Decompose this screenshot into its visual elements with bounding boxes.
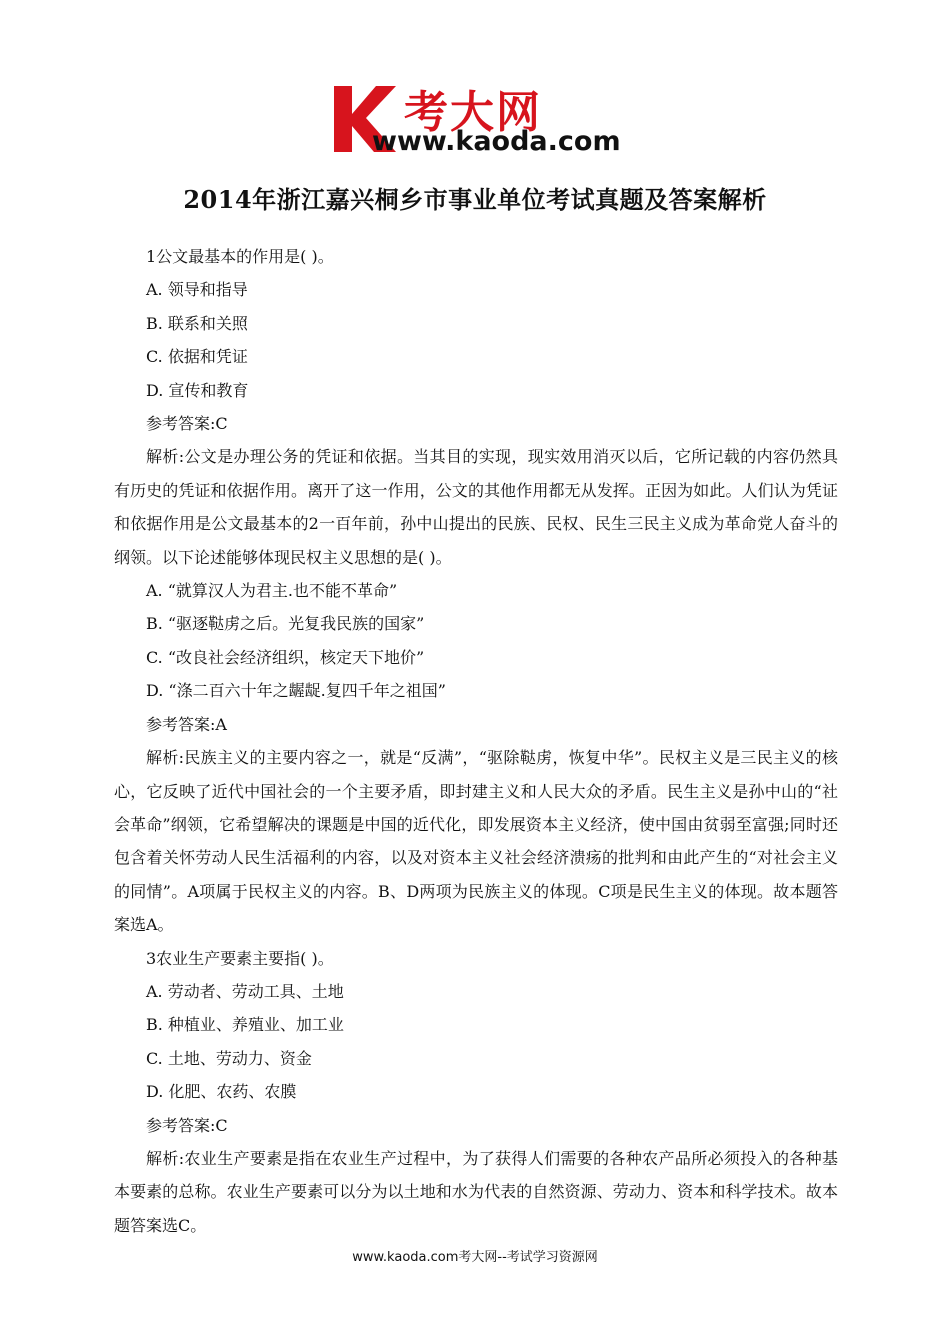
answer: 参考答案:C bbox=[146, 1115, 228, 1135]
option-c: C. 依据和凭证 bbox=[146, 347, 248, 367]
option-d: D. 化肥、农药、农膜 bbox=[146, 1082, 297, 1102]
option-a: A. “就算汉人为君主.也不能不革命” bbox=[146, 581, 398, 601]
option-b: B. “驱逐鞑虏之后。光复我民族的国家” bbox=[146, 614, 425, 634]
kaoda-logo bbox=[330, 80, 660, 160]
analysis: 解析:民族主义的主要内容之一，就是“反满”，“驱除鞑虏，恢复中华”。民权主义是三民主义的核心，它反映了近代中国社会的一个主要矛盾，即封建主义和人民大众的矛盾。民生主义是孙中山的“社会革命”纲领，它希望解决的课题是中国的近代化，即发展资本主义经济，使中国由贫弱至富强;同时还包含着关怀劳动人民生活福利的内容，以及对资本主义社会经济溃疡的批判和由此产生的“对社会主义的同情”。A项属于民权主义的内容。B、D两项为民族主义的体现。C项是民生主义的体现。故本题答案选A。 bbox=[114, 748, 838, 935]
question-3: 3农业生产要素主要指( )。 bbox=[146, 948, 334, 968]
option-a: A. 劳动者、劳动工具、土地 bbox=[146, 981, 344, 1001]
answer: 参考答案:A bbox=[146, 714, 227, 734]
option-b: B. 种植业、养殖业、加工业 bbox=[146, 1015, 344, 1035]
logo-chinese-text: 考大网 bbox=[404, 87, 542, 138]
option-a: A. 领导和指导 bbox=[146, 280, 248, 300]
page-title: 2014年浙江嘉兴桐乡市事业单位考试真题及答案解析 bbox=[183, 185, 767, 214]
document-body bbox=[114, 240, 838, 1242]
page-footer: www.kaoda.com考大网--考试学习资源网 bbox=[352, 1250, 598, 1265]
option-c: C. “改良社会经济组织，核定天下地价” bbox=[146, 647, 425, 667]
option-d: D. “涤二百六十年之龌龊.复四千年之祖国” bbox=[146, 681, 446, 701]
analysis: 解析:农业生产要素是指在农业生产过程中，为了获得人们需要的各种农产品所必须投入的各种基本要素的总称。农业生产要素可以分为以土地和水为代表的自然资源、劳动力、资本和科学技术。故本题答案选C。 bbox=[114, 1148, 838, 1235]
answer: 参考答案:C bbox=[146, 414, 228, 434]
question-1: 1公文最基本的作用是( )。 bbox=[146, 247, 334, 266]
logo-url-text: www.kaoda.com bbox=[372, 126, 621, 157]
option-c: C. 土地、劳动力、资金 bbox=[146, 1048, 312, 1068]
option-b: B. 联系和关照 bbox=[146, 313, 248, 333]
option-d: D. 宣传和教育 bbox=[146, 380, 249, 400]
analysis: 解析:公文是办理公务的凭证和依据。当其目的实现，现实效用消灭以后，它所记载的内容仍然具有历史的凭证和依据作用。离开了这一作用，公文的其他作用都无从发挥。正因为如此。人们认为凭证和依据作用是公文最基本的2一百年前，孙中山提出的民族、民权、民生三民主义成为革命党人奋斗的纲领。以下论述能够体现民权主义思想的是( )。 bbox=[114, 447, 838, 567]
